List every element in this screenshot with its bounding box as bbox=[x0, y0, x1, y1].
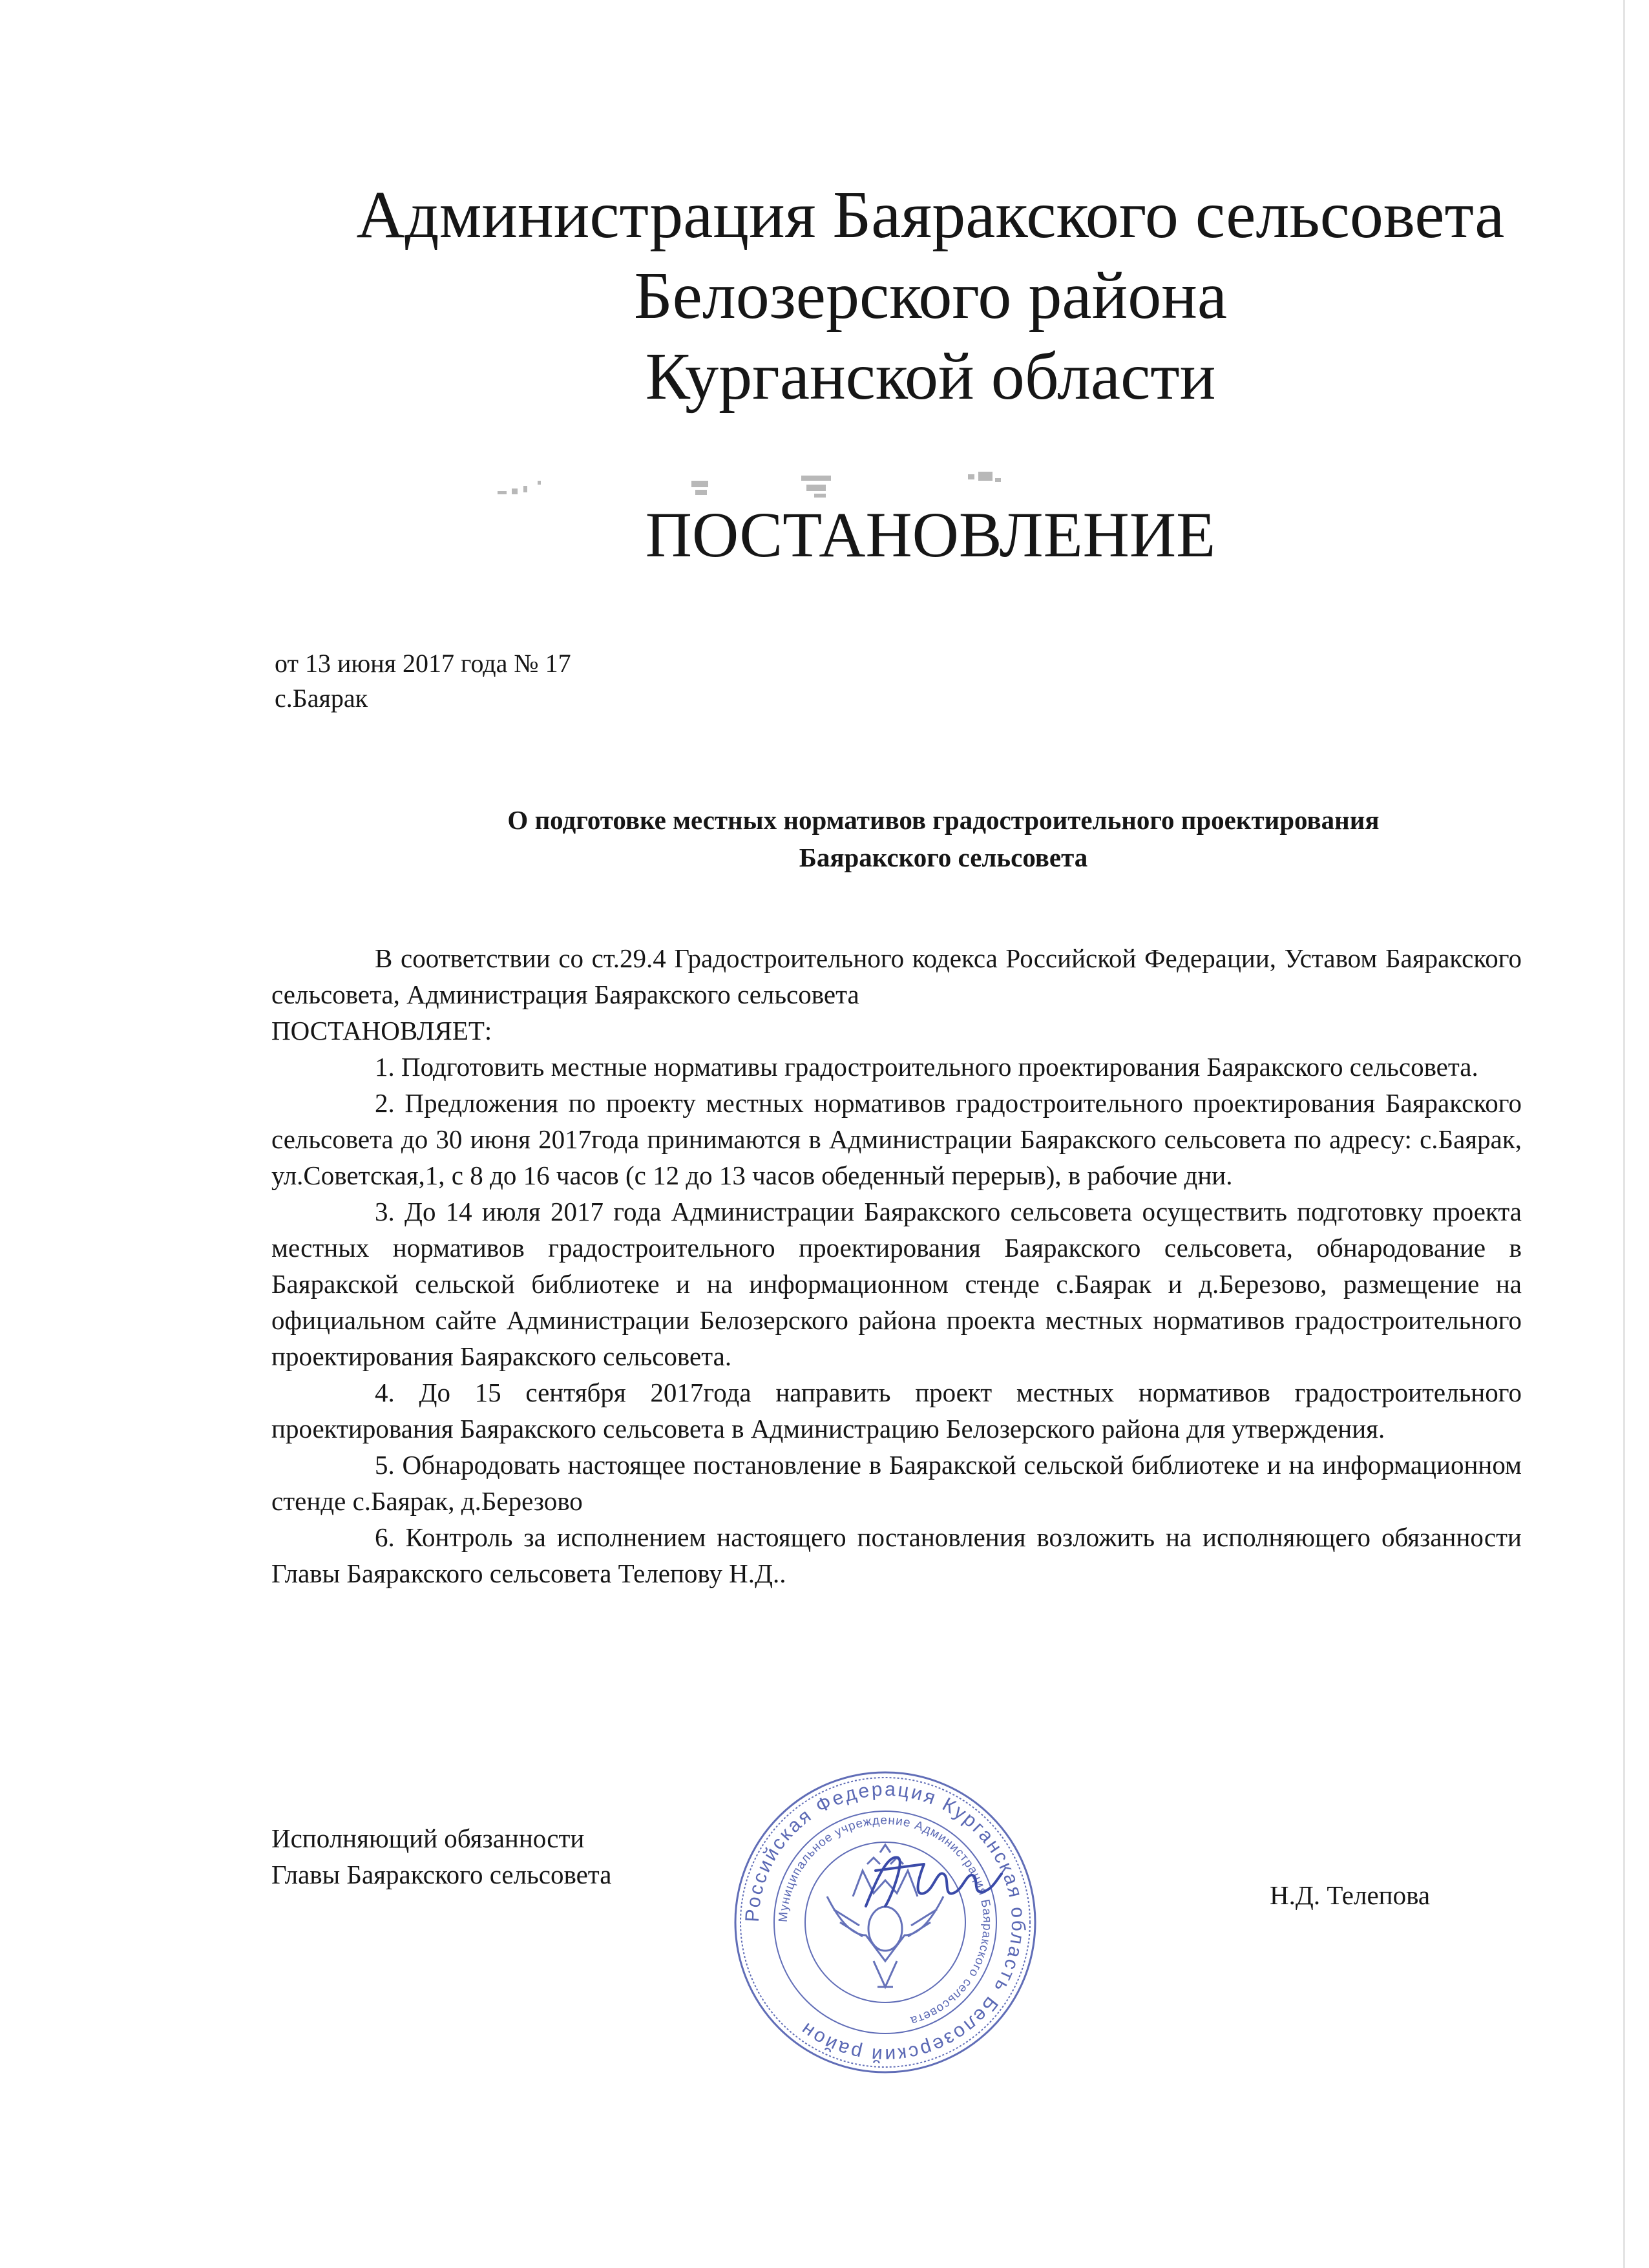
preamble-paragraph: В соответствии со ст.29.4 Градостроительного кодекса Российской Федерации, Уставом Баяракского сельсовета, Администрация Баяракского сельсовета bbox=[271, 943, 1522, 1009]
signer-role-line-1: Исполняющий обязанности bbox=[271, 1823, 585, 1853]
scan-page-edge bbox=[1623, 0, 1625, 2268]
document-body bbox=[271, 940, 1522, 1591]
signer-name: Н.Д. Телепова bbox=[1270, 1880, 1431, 1910]
decree-item-1: 1. Подготовить местные нормативы градостроительного проектирования Баяракского сельсовета. bbox=[375, 1052, 1478, 1082]
header-line-2: Белозерского района bbox=[633, 258, 1228, 333]
seal-outer-text: Российская Федерация Курганская область Белозерский район bbox=[741, 1778, 1029, 2066]
decree-item-3: 3. До 14 июля 2017 года Администрации Баяракского сельсовета осуществить подготовку проекта местных нормативов градостроительного проектирования Баяракского сельсовета, обнародование в Баяракской сельской библиотеке и на информационном стенде с.Баярак и д.Березово, размещение на официальном сайте Администрации Белозерского района проекта местных нормативов градостроительного проектирования Баяракского сельсовета. bbox=[271, 1197, 1522, 1371]
decree-item-6: 6. Контроль за исполнением настоящего постановления возложить на исполняющего обязанности Главы Баяракского сельсовета Телепову Н.Д.. bbox=[271, 1522, 1522, 1588]
document-title bbox=[336, 801, 1551, 876]
signer-role-line-2: Главы Баяракского сельсовета bbox=[271, 1860, 612, 1889]
header-line-1: Администрация Баяракского сельсовета bbox=[356, 178, 1505, 252]
document-type-heading: ПОСТАНОВЛЕНИЕ bbox=[645, 499, 1216, 571]
decree-item-5: 5. Обнародовать настоящее постановление в Баяракской сельской библиотеке и на информационном стенде с.Баярак, д.Березово bbox=[271, 1450, 1522, 1516]
document-place: с.Баярак bbox=[275, 684, 368, 713]
decree-item-4: 4. До 15 сентября 2017года направить проект местных нормативов градостроительного проектирования Баяракского сельсовета в Администрацию Белозерского района для утверждения. bbox=[271, 1378, 1522, 1444]
document-title-line-2: Баяракского сельсовета bbox=[799, 843, 1088, 872]
document-date-number: от 13 июня 2017 года № 17 bbox=[275, 649, 571, 678]
header-line-3: Курганской области bbox=[645, 339, 1216, 414]
document-header bbox=[246, 174, 1615, 417]
decree-word: ПОСТАНОВЛЯЕТ: bbox=[271, 1016, 492, 1045]
seal-inner-text: Муниципальное учреждение Администрация Баяракского сельсовета bbox=[776, 1813, 994, 2028]
document-title-line-1: О подготовке местных нормативов градостроительного проектирования bbox=[507, 805, 1380, 835]
handwritten-signature bbox=[853, 1835, 1008, 1926]
signer-role bbox=[271, 1820, 611, 1893]
document-meta bbox=[275, 646, 571, 716]
decree-item-2: 2. Предложения по проекту местных нормативов градостроительного проектирования Баяракского сельсовета до 30 июня 2017года принимаются в Администрации Баяракского сельсовета по адресу: с.Баярак, ул.Советская,1, с 8 до 16 часов (с 12 до 13 часов обеденный перерыв), в рабочие дни. bbox=[271, 1088, 1522, 1190]
